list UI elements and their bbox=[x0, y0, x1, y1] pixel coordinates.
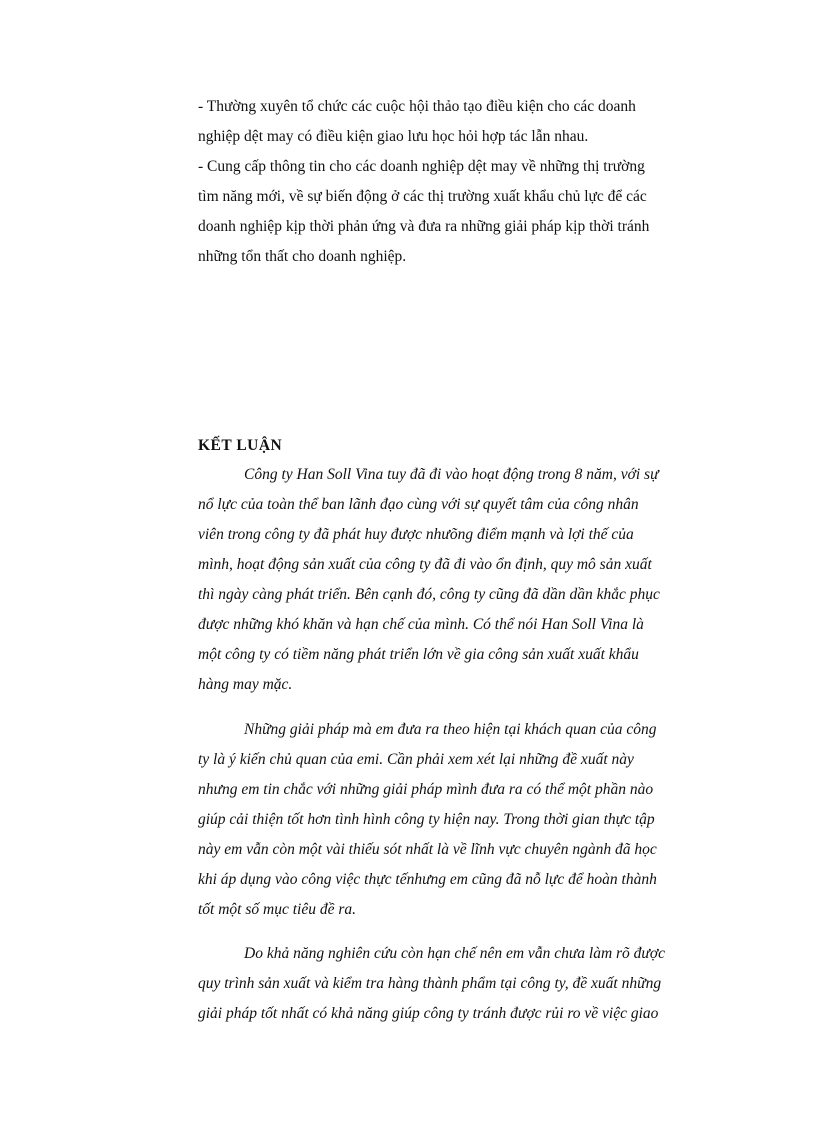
bullet-2-line-4: những tổn thất cho doanh nghiệp. bbox=[198, 248, 407, 265]
conclusion-heading: KẾT LUẬN bbox=[198, 437, 283, 454]
paragraph-line: giúp cải thiện tốt hơn tình hình công ty hiện nay. Trong thời gian thực tập bbox=[198, 811, 655, 828]
paragraph-line: được những khó khăn và hạn chế của mình. Có thể nói Han Soll Vina là bbox=[198, 616, 644, 633]
bullet-2-line-1: - Cung cấp thông tin cho các doanh nghiệp dệt may về những thị trường bbox=[198, 158, 645, 175]
paragraph-line: Do khả năng nghiên cứu còn hạn chế nên em vẫn chưa làm rõ được bbox=[244, 945, 666, 962]
paragraph-line: một công ty có tiềm năng phát triển lớn về gia công sản xuất xuất khẩu bbox=[198, 646, 639, 663]
paragraph-line: nhưng em tin chắc với những giải pháp mình đưa ra có thể một phần nào bbox=[198, 781, 654, 798]
paragraph-line: Công ty Han Soll Vina tuy đã đi vào hoạt động trong 8 năm, với sự bbox=[244, 466, 659, 483]
paragraph-line: quy trình sản xuất và kiểm tra hàng thành phẩm tại công ty, đề xuất những bbox=[198, 975, 662, 992]
bullet-2-line-2: tìm năng mới, về sự biến động ở các thị trường xuất khẩu chủ lực để các bbox=[198, 188, 647, 205]
bullet-2-line-3: doanh nghiệp kịp thời phản ứng và đưa ra những giải pháp kịp thời tránh bbox=[198, 218, 650, 235]
paragraph-line: thì ngày càng phát triển. Bên cạnh đó, công ty cũng đã dần dần khắc phục bbox=[198, 586, 660, 603]
paragraph-line: khi áp dụng vào công việc thực tếnhưng em cũng đã nỗ lực để hoàn thành bbox=[198, 871, 657, 888]
paragraph-line: Những giải pháp mà em đưa ra theo hiện tại khách quan của công bbox=[244, 721, 657, 738]
paragraph-line: nổ lực của toàn thể ban lãnh đạo cùng với sự quyết tâm của công nhân bbox=[198, 496, 639, 513]
paragraph-line: hàng may mặc. bbox=[198, 676, 293, 693]
conclusion-paragraph-3 bbox=[198, 939, 738, 1029]
bullet-1-line-2: nghiệp dệt may có điều kiện giao lưu học hỏi hợp tác lẫn nhau. bbox=[198, 128, 589, 145]
paragraph-line: mình, hoạt động sản xuất của công ty đã đi vào ổn định, quy mô sản xuất bbox=[198, 556, 652, 573]
paragraph-line: viên trong công ty đã phát huy được nhưõng điểm mạnh và lợi thế của bbox=[198, 526, 634, 543]
bullet-1-line-1: - Thường xuyên tổ chức các cuộc hội thảo tạo điều kiện cho các doanh bbox=[198, 98, 636, 115]
conclusion-paragraph-1 bbox=[198, 460, 738, 700]
paragraph-line: tốt một số mục tiêu đề ra. bbox=[198, 901, 356, 918]
recommendation-bullets bbox=[198, 92, 738, 272]
paragraph-line: ty là ý kiến chủ quan của emi. Cần phải xem xét lại những đề xuất này bbox=[198, 751, 634, 768]
paragraph-line: giải pháp tốt nhất có khả năng giúp công ty tránh được rủi ro về việc giao bbox=[198, 1005, 659, 1022]
conclusion-paragraph-2 bbox=[198, 715, 738, 925]
paragraph-line: này em vẫn còn một vài thiếu sót nhất là về lĩnh vực chuyên ngành đã học bbox=[198, 841, 657, 858]
